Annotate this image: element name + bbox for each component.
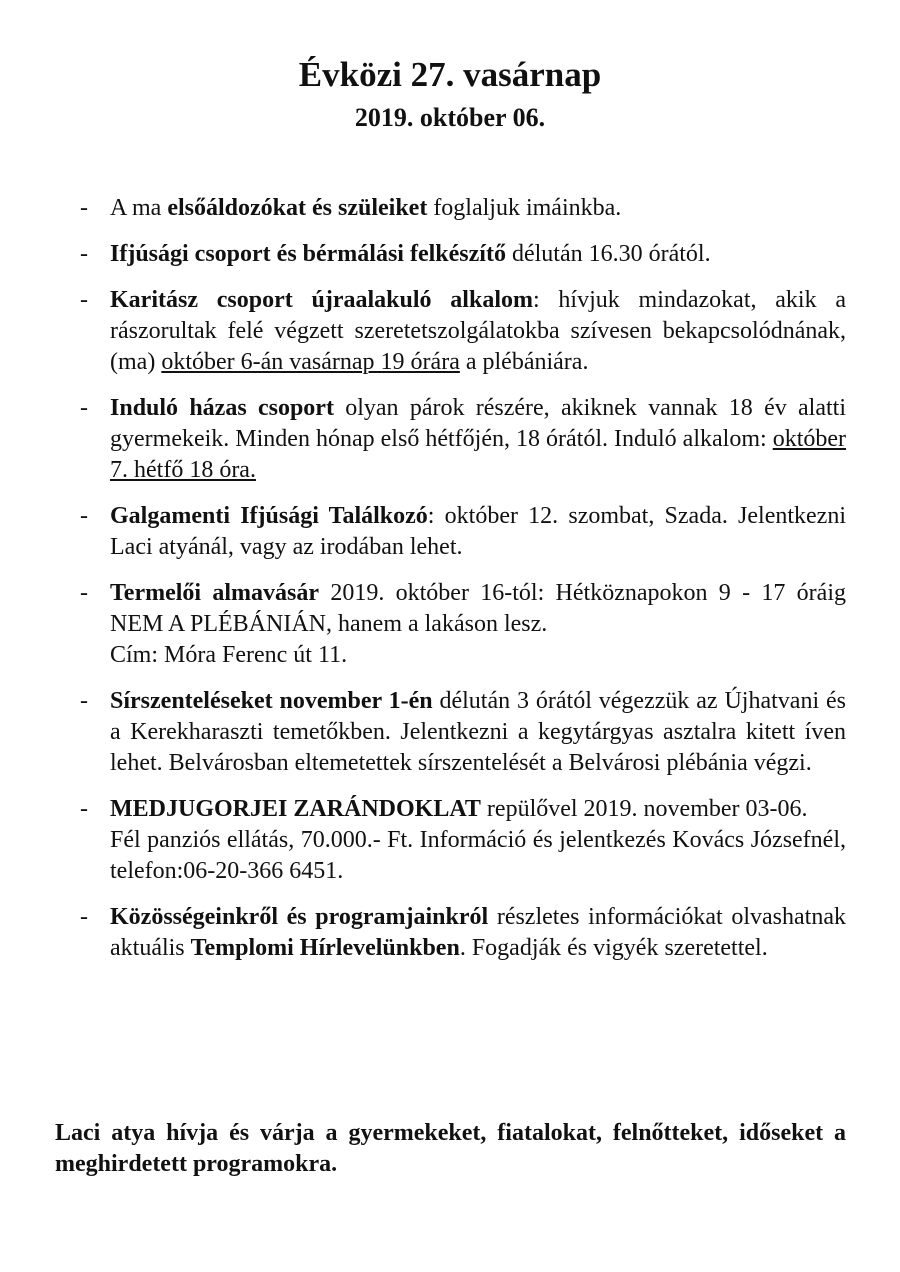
bullet-dash: - — [80, 796, 88, 822]
emphasis-text: Termelői almavásár — [110, 580, 320, 606]
notice-text: 2019. október 16-tól: Hétköznapokon 9 - 17 óráig NEM A PLÉBÁNIÁN, hanem a lakáson lesz. — [110, 580, 846, 637]
notice-body — [110, 578, 846, 671]
emphasis-text: Karitász csoport újraalakuló alkalom — [110, 287, 533, 313]
underlined-text: október 6-án vasárnap 19 órára — [161, 349, 460, 375]
notice-line — [110, 794, 846, 825]
notice-list — [78, 193, 846, 979]
bullet-dash: - — [80, 580, 88, 606]
bullet-dash: - — [80, 195, 88, 221]
page-date: 2019. október 06. — [354, 103, 546, 132]
emphasis-text: Sírszenteléseket november 1-én — [110, 688, 433, 714]
notice-body — [110, 393, 846, 486]
notice-item — [78, 794, 846, 887]
notice-text: Cím: Móra Ferenc út 11. — [110, 642, 348, 668]
notice-item — [78, 686, 846, 779]
notice-item — [78, 239, 846, 270]
notice-body — [110, 285, 846, 378]
notice-body — [110, 501, 846, 563]
notice-text: repülővel 2019. november 03-06. — [480, 796, 808, 822]
notice-item — [78, 578, 846, 671]
bullet-dash: - — [80, 688, 88, 714]
emphasis-text: Templomi Hírlevelünkben — [190, 935, 460, 961]
emphasis-text: Közösségeinkről és programjainkról — [110, 904, 489, 930]
notice-item — [78, 193, 846, 224]
notice-line — [110, 825, 846, 887]
emphasis-text: Ifjúsági csoport és bérmálási felkészítő — [110, 241, 506, 267]
notice-text: foglaljuk imáinkba. — [427, 195, 622, 221]
notice-line — [110, 640, 846, 671]
emphasis-text: Induló házas csoport — [110, 395, 334, 421]
notice-item — [78, 285, 846, 378]
bullet-dash: - — [80, 287, 88, 313]
notice-item — [78, 393, 846, 486]
bullet-dash: - — [80, 241, 88, 267]
emphasis-text: Galgamenti Ifjúsági Találkozó — [110, 503, 428, 529]
notice-body — [110, 193, 846, 224]
notice-text: részletes információkat olvashatnak aktuális — [110, 904, 846, 961]
underlined-text: október 7. hétfő 18 óra. — [110, 426, 846, 483]
notice-body — [110, 239, 846, 270]
notice-body — [110, 902, 846, 964]
emphasis-text: elsőáldozókat és szüleiket — [167, 195, 428, 221]
notice-text: olyan párok részére, akiknek vannak 18 év alatti gyermekeik. Minden hónap első hétfőjén, 18 órától. Induló alkalom: — [110, 395, 846, 452]
notice-body — [110, 686, 846, 779]
notice-text: A ma — [110, 195, 168, 221]
notice-item — [78, 902, 846, 964]
notice-text: délután 16.30 órától. — [505, 241, 711, 267]
bullet-dash: - — [80, 503, 88, 529]
bullet-dash: - — [80, 904, 88, 930]
bullet-dash: - — [80, 395, 88, 421]
emphasis-text: MEDJUGORJEI ZARÁNDOKLAT — [110, 796, 481, 822]
notice-body — [110, 794, 846, 887]
notice-text: a plébániára. — [459, 349, 589, 375]
notice-text: : október 12. szombat, Szada. Jelentkezni Laci atyánál, vagy az irodában lehet. — [110, 503, 847, 560]
notice-item — [78, 501, 846, 563]
notice-text: Fél panziós ellátás, 70.000.- Ft. Információ és jelentkezés Kovács Józsefnél, telefon:06-20-366 6451. — [110, 827, 846, 884]
notice-text: : hívjuk mindazokat, akik a rászorultak felé végzett szeretetszolgálatokba szívesen bekapcsolódnának, (ma) — [110, 287, 847, 375]
notice-text: délután 3 órától végezzük az Újhatvani és a Kerekharaszti temetőkben. Jelentkezni a kegytárgyas asztalra kitett íven lehet. Belvárosban eltemetettek sírszentelését a Belvárosi plébánia végzi. — [110, 688, 846, 776]
notice-line — [110, 578, 846, 640]
page-title: Évközi 27. vasárnap — [298, 55, 602, 94]
closing-statement: Laci atya hívja és várja a gyermekeket, fiatalokat, felnőtteket, időseket a meghirdetett programokra. — [55, 1120, 846, 1177]
notice-text: . Fogadják és vigyék szeretettel. — [459, 935, 768, 961]
